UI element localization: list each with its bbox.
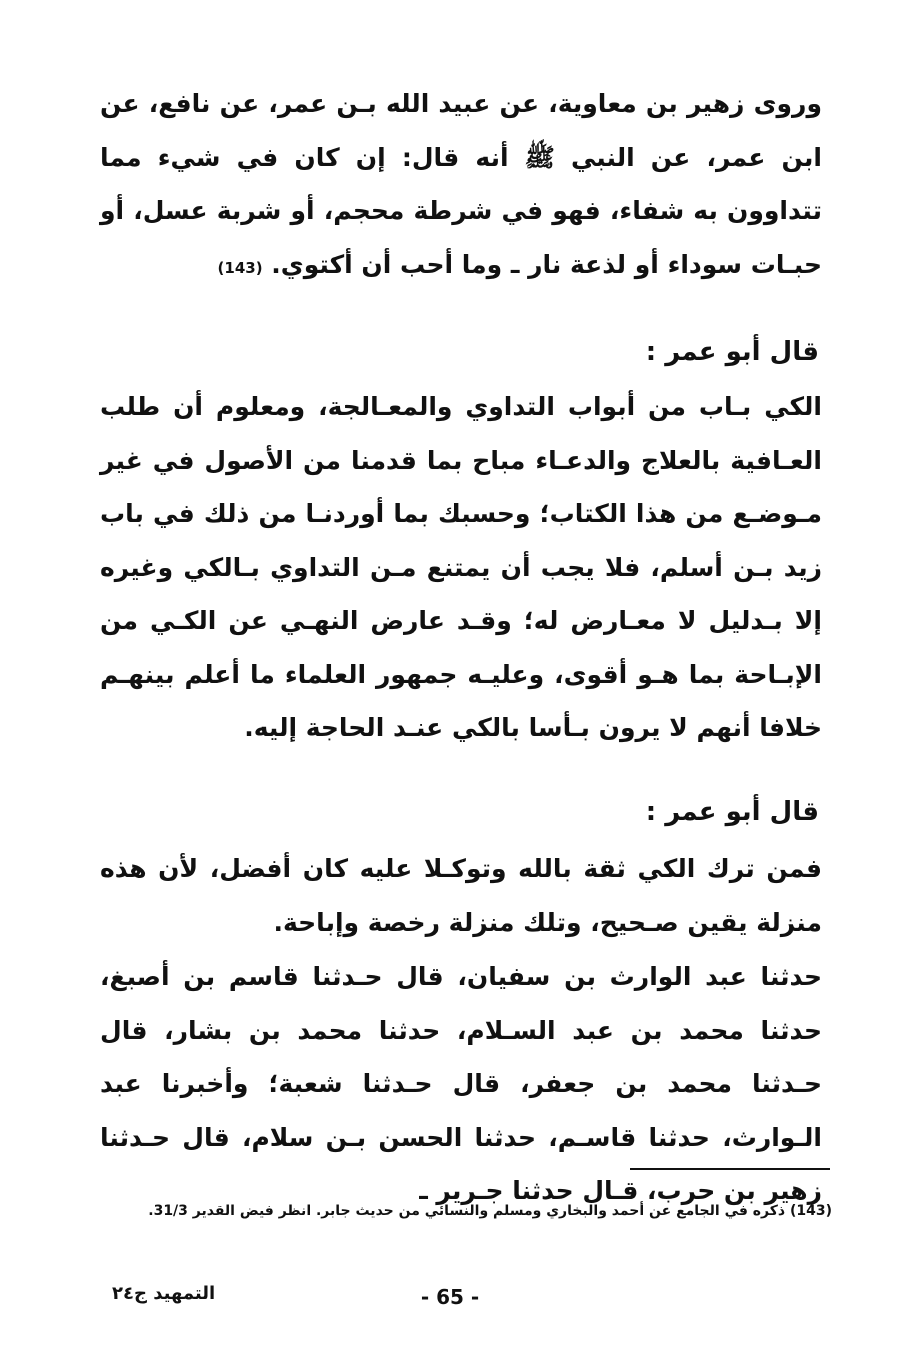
footnote-reference: (143) <box>217 258 263 277</box>
hadith-paragraph <box>100 77 822 295</box>
commentary-paragraph: الكي بـاب من أبواب التداوي والمعـالجة، ومعلوم أن طلب العـافية بالعلاج والدعـاء مباح بما قدمنا من الأصول في غير مـوضـع من هذا الكتاب؛ وحسبك بما أوردنـا من ذلك في باب زيد بـن أسلم، فلا يجب أن يمتنع مـن التداوي بـالكي وغيره إلا بـدليل لا معـارض له؛ وقـد عارض النهـي عن الكـي من الإبـاحة بما هـو أقوى، وعليـه جمهور العلماء ما أعلم بينهـم خلافا أنهم لا يرون بـأسا بالكي عنـد الحاجة إليه. <box>100 392 822 742</box>
page-number: - 65 - <box>420 1285 480 1309</box>
conclusion-paragraph: فمن ترك الكي ثقة بالله وتوكـلا عليه كان أفضل، لأن هذه منزلة يقين صـحيح، وتلك منزلة رخصة وإباحة. <box>100 854 822 937</box>
isnad-paragraph: حدثنا عبد الوارث بن سفيان، قال حـدثنا قاسم بن أصبغ، حدثنا محمد بن عبد السـلام، حدثنا محمد بن بشار، قال حـدثنا محمد بن جعفر، قال حـدثنا شعبة؛ وأخبرنا عبد الـوارث، حدثنا قاسـم، حدثنا الحسن بـن سلام، قال حـدثنا زهير بن حرب، قـال حدثنا جـرير ـ <box>100 962 822 1205</box>
hadith-text: وروى زهير بن معاوية، عن عبيد الله بـن عمر، عن نافع، عن ابن عمر، عن النبي ﷺ أنه قال: إن كان في شيء مما تتداوون به شفاء، فهو في شرطة محجم، أو شربة عسل، أو حبـات سوداء أو لذعة نار ـ وما أحب أن أكتوي. <box>100 89 822 279</box>
section-heading-2: قال أبو عمر : <box>645 797 819 827</box>
running-title: التمهيد ج٢٤ <box>112 1283 216 1304</box>
footnote: (143) ذكره في الجامع عن أحمد والبخاري ومسلم والنسائي من حديث جابر. انظر فيض القدير 31/3. <box>148 1203 832 1219</box>
section-heading-1: قال أبو عمر : <box>645 337 819 367</box>
footnote-divider <box>630 1168 830 1170</box>
